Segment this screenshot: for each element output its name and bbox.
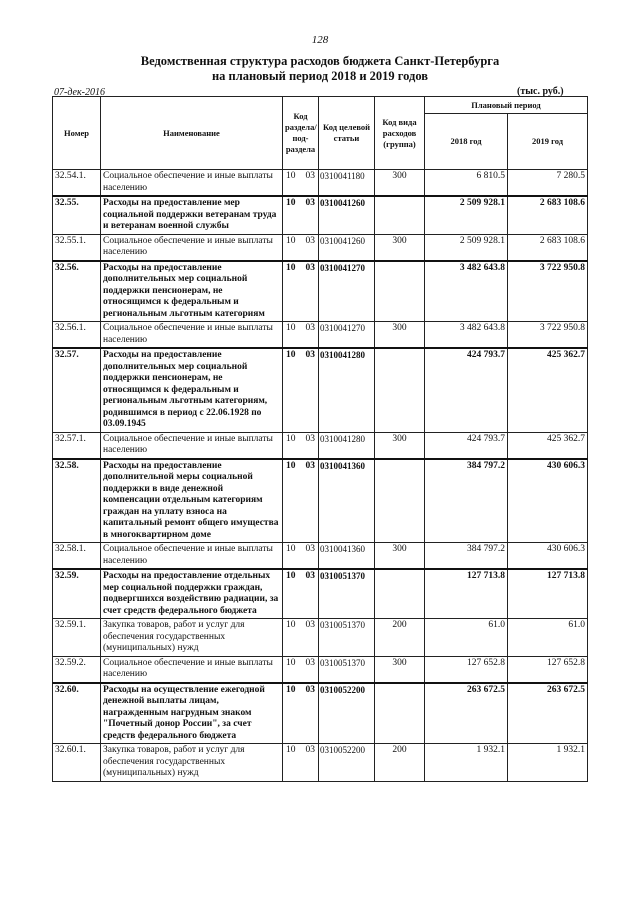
row-name: Закупка товаров, работ и услуг для обеспечения государственных (муниципальных) нужд: [101, 619, 283, 657]
row-target-code: 0310041360: [319, 543, 375, 570]
row-value-2018: 424 793.7: [425, 348, 508, 432]
row-section-code: [283, 432, 319, 459]
row-subsection: 03: [305, 350, 315, 360]
row-value-2019: 7 280.5: [508, 170, 588, 197]
row-subsection: 03: [305, 235, 315, 246]
header-name: Наименование: [101, 97, 283, 170]
table-row: [53, 348, 588, 432]
row-value-2018: 2 509 928.1: [425, 196, 508, 234]
row-section: 10: [286, 544, 296, 554]
document-title: [0, 54, 640, 84]
row-expense-type: 300: [375, 170, 425, 197]
row-number: 32.59.1.: [53, 619, 101, 657]
row-name: Закупка товаров, работ и услуг для обеспечения государственных (муниципальных) нужд: [101, 744, 283, 782]
row-expense-type: 300: [375, 322, 425, 349]
row-section: 10: [286, 198, 296, 208]
table-row: [53, 619, 588, 657]
row-value-2018: 384 797.2: [425, 459, 508, 543]
table-row: [53, 459, 588, 543]
row-section-code: [283, 348, 319, 432]
row-number: 32.58.1.: [53, 543, 101, 570]
row-section: 10: [286, 460, 296, 471]
table-row: [53, 543, 588, 570]
row-section-code: [283, 656, 319, 683]
table-row: [53, 196, 588, 234]
row-target-code: 0310041280: [319, 348, 375, 432]
document-date: 07-дек-2016: [54, 87, 105, 98]
row-number: 32.55.1.: [53, 234, 101, 261]
row-value-2019: 430 606.3: [508, 543, 588, 570]
row-expense-type: 300: [375, 656, 425, 683]
header-plan: Плановый период: [425, 97, 588, 114]
row-value-2019: 127 713.8: [508, 569, 588, 619]
row-number: 32.60.: [53, 683, 101, 744]
row-value-2018: 6 810.5: [425, 170, 508, 197]
row-section: 10: [286, 620, 296, 630]
row-value-2019: 61.0: [508, 619, 588, 657]
header-target: Код целевой статьи: [319, 97, 375, 170]
row-expense-type: [375, 683, 425, 744]
row-subsection: 03: [305, 620, 315, 630]
row-subsection: 03: [305, 544, 315, 554]
row-expense-type: 200: [375, 619, 425, 657]
row-section: 10: [286, 235, 296, 246]
row-name: Социальное обеспечение и иные выплаты населению: [101, 234, 283, 261]
row-name: Социальное обеспечение и иные выплаты населению: [101, 543, 283, 570]
table-body: [53, 170, 588, 782]
row-value-2018: 424 793.7: [425, 432, 508, 459]
row-expense-type: [375, 196, 425, 234]
row-section-code: [283, 744, 319, 782]
row-target-code: 0310051370: [319, 569, 375, 619]
row-target-code: 0310041260: [319, 196, 375, 234]
table-row: [53, 432, 588, 459]
row-number: 32.58.: [53, 459, 101, 543]
row-value-2019: 430 606.3: [508, 459, 588, 543]
row-section: 10: [286, 171, 296, 181]
header-2019: 2019 год: [508, 114, 588, 170]
row-expense-type: 300: [375, 432, 425, 459]
header-type: Код вида расходов (группа): [375, 97, 425, 170]
row-value-2018: 384 797.2: [425, 543, 508, 570]
row-subsection: 03: [305, 684, 315, 695]
row-section: 10: [286, 571, 296, 581]
row-target-code: 0310051370: [319, 656, 375, 683]
row-subsection: 03: [305, 323, 315, 333]
row-expense-type: 200: [375, 744, 425, 782]
row-name: Социальное обеспечение и иные выплаты населению: [101, 656, 283, 683]
row-expense-type: [375, 261, 425, 322]
row-target-code: 0310041280: [319, 432, 375, 459]
row-section: 10: [286, 350, 296, 360]
row-subsection: 03: [305, 198, 315, 208]
row-value-2019: 2 683 108.6: [508, 196, 588, 234]
row-value-2019: 425 362.7: [508, 348, 588, 432]
row-section-code: [283, 569, 319, 619]
row-section-code: [283, 459, 319, 543]
table-row: [53, 744, 588, 782]
row-expense-type: 300: [375, 543, 425, 570]
row-target-code: 0310041270: [319, 261, 375, 322]
row-expense-type: [375, 348, 425, 432]
row-target-code: 0310041260: [319, 234, 375, 261]
row-value-2018: 3 482 643.8: [425, 261, 508, 322]
row-subsection: 03: [305, 745, 315, 755]
row-name: Социальное обеспечение и иные выплаты населению: [101, 170, 283, 197]
row-number: 32.60.1.: [53, 744, 101, 782]
budget-table: [52, 96, 588, 782]
table-row: [53, 322, 588, 349]
table-row: [53, 569, 588, 619]
row-name: Расходы на предоставление дополнительных мер социальной поддержки пенсионерам, не относящимся к федеральным и региональным льготным категориям, родившимся в период с 22.06.1928 по 03.09.1945: [101, 348, 283, 432]
row-target-code: 0310041180: [319, 170, 375, 197]
header-section: Код раздела/ под-раздела: [283, 97, 319, 170]
row-number: 32.54.1.: [53, 170, 101, 197]
row-section-code: [283, 261, 319, 322]
row-section-code: [283, 196, 319, 234]
row-value-2018: 127 652.8: [425, 656, 508, 683]
header-number: Номер: [53, 97, 101, 170]
row-section-code: [283, 170, 319, 197]
row-number: 32.59.2.: [53, 656, 101, 683]
table-row: [53, 683, 588, 744]
row-value-2019: 263 672.5: [508, 683, 588, 744]
row-subsection: 03: [305, 657, 315, 668]
row-name: Социальное обеспечение и иные выплаты населению: [101, 432, 283, 459]
row-value-2019: 3 722 950.8: [508, 322, 588, 349]
title-line-1: Ведомственная структура расходов бюджета Санкт-Петербурга: [140, 54, 500, 68]
row-section: 10: [286, 262, 296, 273]
row-target-code: 0310041270: [319, 322, 375, 349]
row-value-2019: 2 683 108.6: [508, 234, 588, 261]
row-value-2018: 1 932.1: [425, 744, 508, 782]
row-target-code: 0310041360: [319, 459, 375, 543]
row-expense-type: [375, 569, 425, 619]
row-target-code: 0310051370: [319, 619, 375, 657]
row-value-2018: 3 482 643.8: [425, 322, 508, 349]
units-label: (тыс. руб.): [517, 86, 564, 97]
row-value-2019: 3 722 950.8: [508, 261, 588, 322]
row-section: 10: [286, 745, 296, 755]
row-section-code: [283, 619, 319, 657]
row-subsection: 03: [305, 433, 315, 444]
row-value-2018: 61.0: [425, 619, 508, 657]
row-name: Расходы на осуществление ежегодной денежной выплаты лицам, награжденным нагрудным знаком "Почетный донор России", за счет средств федерального бюджета: [101, 683, 283, 744]
row-name: Расходы на предоставление дополнительной меры социальной поддержки в виде денежной компенсации отдельным категориям граждан на уплату взноса на капитальный ремонт общего имущества в многоквартирном доме: [101, 459, 283, 543]
row-number: 32.56.1.: [53, 322, 101, 349]
row-value-2018: 263 672.5: [425, 683, 508, 744]
row-number: 32.55.: [53, 196, 101, 234]
table-row: [53, 234, 588, 261]
row-subsection: 03: [305, 460, 315, 471]
row-value-2018: 127 713.8: [425, 569, 508, 619]
row-section: 10: [286, 684, 296, 695]
header-2018: 2018 год: [425, 114, 508, 170]
row-expense-type: [375, 459, 425, 543]
row-section: 10: [286, 323, 296, 333]
table-row: [53, 261, 588, 322]
row-value-2019: 1 932.1: [508, 744, 588, 782]
row-value-2019: 425 362.7: [508, 432, 588, 459]
row-target-code: 0310052200: [319, 683, 375, 744]
row-value-2018: 2 509 928.1: [425, 234, 508, 261]
row-subsection: 03: [305, 171, 315, 181]
row-section-code: [283, 683, 319, 744]
row-section-code: [283, 322, 319, 349]
row-subsection: 03: [305, 571, 315, 581]
row-expense-type: 300: [375, 234, 425, 261]
row-name: Расходы на предоставление отдельных мер социальной поддержки граждан, подвергшихся воздействию радиации, за счет средств федерального бюджета: [101, 569, 283, 619]
row-number: 32.57.: [53, 348, 101, 432]
row-section-code: [283, 543, 319, 570]
table-row: [53, 170, 588, 197]
row-number: 32.56.: [53, 261, 101, 322]
row-target-code: 0310052200: [319, 744, 375, 782]
row-name: Расходы на предоставление дополнительных мер социальной поддержки пенсионерам, не относящимся к федеральным и региональным льготным категориям: [101, 261, 283, 322]
row-subsection: 03: [305, 262, 315, 273]
row-section: 10: [286, 657, 296, 668]
row-section-code: [283, 234, 319, 261]
row-name: Расходы на предоставление мер социальной поддержки ветеранам труда и ветеранам военной службы: [101, 196, 283, 234]
row-value-2019: 127 652.8: [508, 656, 588, 683]
page-number: 128: [311, 34, 329, 46]
table-row: [53, 656, 588, 683]
title-line-2: на плановый период 2018 и 2019 годов: [211, 69, 429, 83]
row-number: 32.59.: [53, 569, 101, 619]
row-name: Социальное обеспечение и иные выплаты населению: [101, 322, 283, 349]
row-number: 32.57.1.: [53, 432, 101, 459]
row-section: 10: [286, 433, 296, 444]
